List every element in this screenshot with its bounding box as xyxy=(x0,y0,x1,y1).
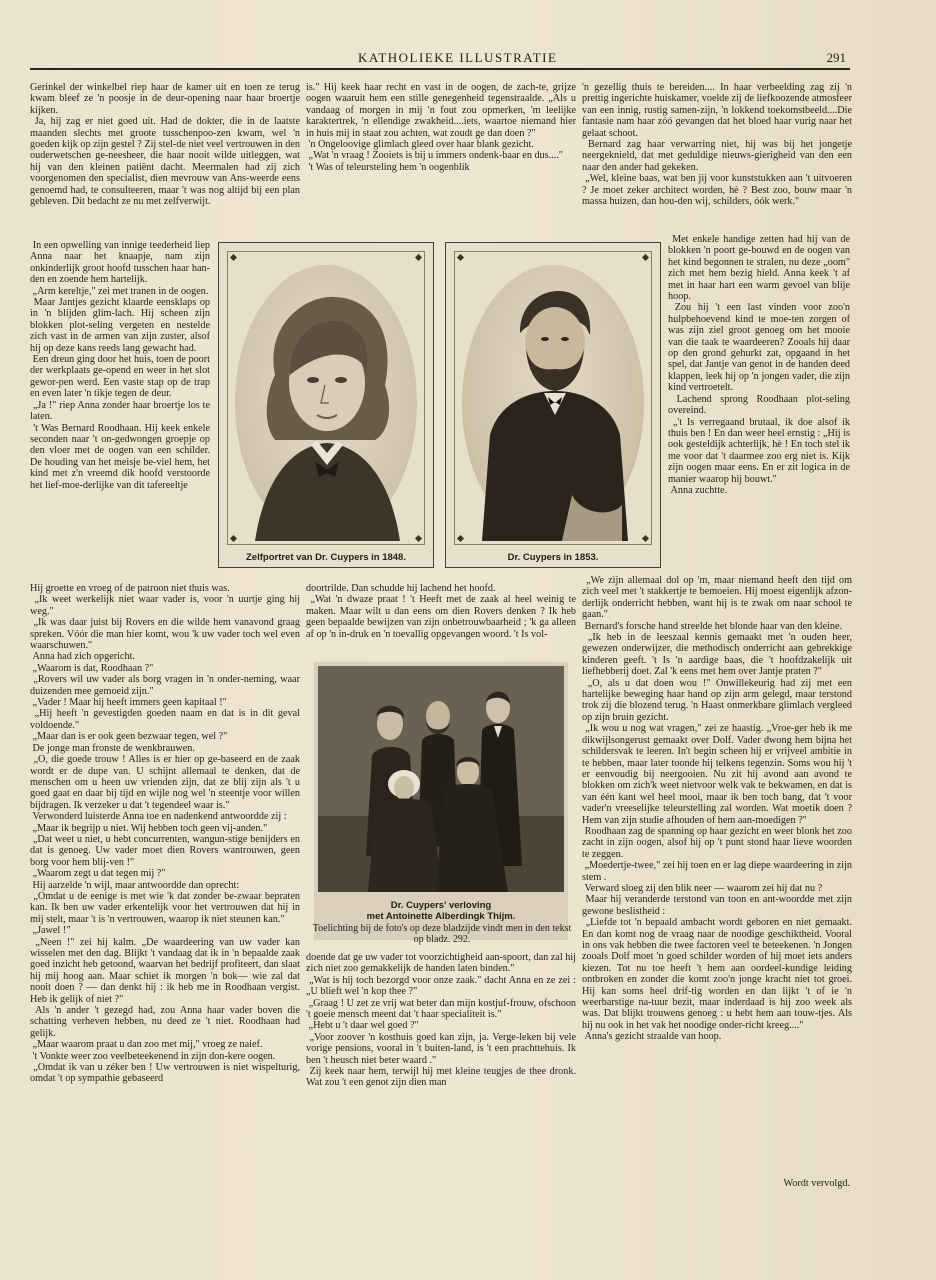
group-photo-drawing xyxy=(318,666,564,892)
portrait2-caption: Dr. Cuypers in 1853. xyxy=(507,552,599,563)
portrait2-frame xyxy=(445,242,661,568)
portrait2-image xyxy=(462,265,644,541)
col2-mid-text: doortrilde. Dan schudde hij lachend het hoofd. „Wat 'n dwaze praat ! 't Heeft met de zaak al heel weinig te maken. Maar wilt u dan eens om dien Rovers denken ? Ik heb geen bepaalde bewijzen van zijn onbetrouwbaarheid ; 'k ga alleen af op 'n in-druk en 'n toevallig opgevangen woord. 't Is vol- xyxy=(306,583,577,640)
col1-bottom-text: Hij groette en vroeg of de patroon niet thuis was. „Ik weet werkelijk niet waar vader is, voor 'n uurtje ging hij weg." „Ik was daar juist bij Rovers en die wilde hem vanavond graag spreken. Vóór die man hier komt, wou 'k uw vader toch wel even waarschuwen." Anna had zich opgericht. „Waarom is dat, Roodhaan ?" „Rovers wil uw vader als borg vragen in 'n onder-neming, waar duizenden mee gemoeid zijn." „Vader ! Maar hij heeft immers geen kapitaal !" „Hij heeft 'n gevestigden goeden naam en dat is in dit geval voldoende." „Maar dan is er ook geen bezwaar tegen, wel ?" De jonge man fronste de wenkbrauwen. „O, die goede trouw ! Alles is er hier op ge-baseerd en de zaak wordt er de dupe van. U schijnt allemaal te denken, dat de menschen om u heen uw vrienden zijn, dat ze blij zijn als 't u goed gaat en daar bij tijd en wijle nog wel 'n steentje voor willen bijdragen. Ik verzeker u dat 't tegendeel waar is." Verwonderd luisterde Anna toe en nadenkend antwoordde zij : „Maar ik begrijp u niet. Wij hebben toch geen vij-anden." „Dat weet u niet, u hebt concurrenten, wangun-stige benijders en dat is genoeg. Uw vader moet dien Rovers wantrouwen, geen borg voor hem blij-ven !" „Waarom zegt u dat tegen mij ?" Hij aarzelde 'n wijl, maar antwoordde dan oprecht: „Omdat u de eenige is met wie 'k dat zonder be-zwaar bepraten kan. Ik ben uw vader erkentelijk voor het vertrouwen dat hij in mij stelt, maar 't is 'n vertrouwen, waarop ik niet steunen kan." „Jawel !" „Neen !" zei hij kalm. „De waardeering van uw vader kan wisselen met den dag. Blijkt 't vandaag dat ik in 'n bepaalde zaak goed inzicht heb getoond, waarvan het bedrijf profiteert, dan slaat hij mij hoog aan. Maar schiet ik morgen 'n bok— wie zal dat nooit doen ? — dan denkt hij : ik heb me in Roodhaan vergist. Heb ik gelijk of niet ?" Als 'n ander 't gezegd had, zou Anna haar vader boven die schatting verheven hebben, nu deed ze 't niet. Roodhaan had gelijk. „Maar waarom praat u dan zoo met mij," vroeg ze naief. 't Vonkte weer zoo veelbeteekenend in zijn don-kere oogen. „Omdat ik van u zéker ben ! Uw vertrouwen is niet wispelturig, omdat 't op sympathie gebaseerd xyxy=(30,583,301,1085)
portrait1-frame xyxy=(218,242,434,568)
col3-mid-text: Met enkele handige zetten had hij van de blokken 'n poort ge-bouwd en de oogen van het kind begonnen te stralen, nu deze „oom" zich met hem bezig hield. Anna keek 't af met in haar hart een warm gevoel van blije hoop. Zou hij 't een last vinden voor zoo'n hulpbehoevend kind te moe-ten zorgen of was zijn ziel groot genoeg om het mooie van die taak te waardeeren? Zooals hij daar op den grond gehurkt zat, opgaand in het spel, dat Jantje van genot in de handen deed klappen, leek hij op 'n jongen vader, die zijn kind vertroetelt. Lachend sprong Roodhaan plot-seling overeind. „'t Is verregaand brutaal, ik doe alsof ik thuis ben ! En dan weer heel ernstig : „Hij is ook gesteldijk achterlijk, hè ! En toch stel ik me voor dat 't daarmee zoo erg niet is. Kijk zijn oogen maar eens. En er zit logica in de manier waarop hij bouwt." Anna zuchtte. xyxy=(668,234,851,496)
portrait1-image xyxy=(235,265,417,541)
continued-note: Wordt vervolgd. xyxy=(783,1178,850,1189)
col1-top-text: Gerinkel der winkelbel riep haar de kamer uit en toen ze terug kwam bleef ze 'n poosje in de deur-opening naar haar broertje kijken. Ja, hij zag er niet goed uit. Had de dokter, die in de laatste maanden slechts met groote tusschenpoo-zen kwam, wel 'n goeden kijk op zijn gestel ? Zij stel-de niet veel vertrouwen in den ouderwetschen ge-neesheer, die haar nooit wilde uitleggen, wat hij van den kleinen patiënt dacht. Meermalen had zij zich voorgenomen den specialist, dien mevrouw van Ans-weerde eens genoemd had, te consulteeren, maar 't was nog altijd bij een plan gebleven. Dit bedacht ze nu met zelfverwijt. xyxy=(30,82,301,208)
magazine-title: KATHOLIEKE ILLUSTRATIE xyxy=(358,50,558,65)
col3-bottom-text: „We zijn allemaal dol op 'm, maar niemand heeft den tijd om zich veel met 't stakkertje te bemoeien. Hij moest eigenlijk afzon-derlijk onderricht hebben, want hij is te zwak om naar school te gaan." Bernard's forsche hand streelde het blonde haar van den kleine. „Ik heb in de leeszaal kennis gemaakt met 'n ouden heer, gewezen onderwijzer, die methodisch onderricht aan gebrekkige kinderen geeft. 't Is 'n aardige baas, die 't hoofdzakelijk uit liefhebberij doet. Zal 'k eens met hem over Jantje praten ?" „O, als u dat doen wou !" Onwillekeurig had zij met een hartelijke beweging haar hand op zijn arm gelegd, maar terstond trok zij die blozend terug. 'n Haast onmerkbare glimlach vergleed op zijn bruin gezicht. „Ik wou u nog wat vragen," zei ze haastig. „Vroe-ger heb ik me dikwijlsongerust gemaakt over Dolf. Vader dwong hem bijna het schildersvak te leeren. In't begin scheen hij er vrijveel ambitie in te hebben, maar later toonde hij telkens tegenzin. Soms wou hij 't er eenvoudig bij neergooien. Nu zit hij avond aan avond te blokken om zich'k weet nietvoor welk vak te bekwamen, en dat is van één kant wel heel mooi, maar ik ben toch bang, dat 't voor vader'n vreeselijke teleurstelling zal worden. Wat moetik doen ? Hem van zijn studie afhouden of hem aan-moedigen ?" Roodhaan zag de spanning op haar gezicht en weer blonk het zoo zacht in zijn oogen, alsof hij op 't punt stond haar lieve woorden te zeggen. „Moedertje-twee," zei hij toen en er lag diepe waardeering in zijn stem . Verward sloeg zij den blik neer — waarom zei hij dat nu ? Maar hij veranderde terstond van toon en ant-woordde met zijn gewone beslistheid : „Liefde tot 'n bepaald ambacht wordt geboren en niet gemaakt. En dan komt nog de vraag naar de noodige geschiktheid. Vooral in ons vak hebben die twee factoren veel te beteekenen. 'n Jongen zooals Dolf moet 'n goed schilder worden of hij moet iets anders kiezen. Tot nu toe heeft 't hem aan oordeel-kundige leiding ontbroken en zonder die komt zoo'n jonge kracht niet tot groei. Hij kan soms heel drif-tig worden en dan lijkt 't of ie 'n weerbarstige na-tuur bezit, maar inderdaad is hij zoo week als was. Dat blijkt trouwens genoeg : u hebt hem aan touw-tjes. Als hij nu ook in het vak het noodige onder-richt kreeg...." Anna's gezicht straalde van hoop. xyxy=(582,575,853,1043)
group-photo-mount xyxy=(314,662,568,940)
group-photo-image xyxy=(318,666,564,892)
portrait1-drawing xyxy=(235,265,417,541)
page-header xyxy=(30,46,850,70)
portrait1-caption: Zelfportret van Dr. Cuypers in 1848. xyxy=(246,552,406,563)
col2-bottom-text: doende dat ge uw vader tot voorzichtigheid aan-spoort, dan zal hij zich niet zoo gemakkelijk de handen laten binden." „Wat is hij toch bezorgd voor onze zaak." dacht Anna en ze zei : „U blieft wel 'n kop thee ?" „Graag ! U zet ze vrij wat beter dan mijn kostjuf-frouw, ofschoon 't goeie mensch meent dat 't haar specialiteit is." „Hebt u 't daar wel goed ?" „Voor zoover 'n kosthuis goed kan zijn, ja. Verge-leken bij vele vorige pensions, vooral in 't buiten-land, is 't een prachttehuis. Ik ben 't heusch niet beter waard ." Zij keek naar hem, terwijl hij met kleine teugjes de thee dronk. Wat zou 't een genot zijn dien man xyxy=(306,952,577,1089)
page-number: 291 xyxy=(826,50,846,65)
col1-mid-text: In een opwelling van innige teederheid liep Anna naar het knaapje, nam zijn onkinderlijk groot hoofd tusschen haar han-den en zoende hem hartelijk. „Arm kereltje," zei met tranen in de oogen. Maar Jantjes gezicht klaarde eensklaps op in 'n blijden glim-lach. Hij scheen zijn blokken plot-seling vergeten en nestelde zich vast in de armen van zijn zuster, alsof hij op deze kans reeds lang gewacht had. Een dreun ging door het huis, toen de poort der werkplaats ge-opend en weer in het slot gewor-pen werd. Een vaste stap op de trap en even later 'n tikje tegen de deur. „Ja !" riep Anna zonder haar broertje los te laten. 't Was Bernard Roodhaan. Hij keek enkele seconden naar 't on-gedwongen groepje op den vloer met de oogen van een schilder. De houding van het meisje be-viel hem, het kind met z'n vreemd dik hoofd verstoorde het lief-moe-derlijke van dit tafereeltje xyxy=(30,240,211,491)
col3-top-text: 'n gezellig thuis te bereiden.... In haar verbeelding zag zij 'n prettig ingerichte huiskamer, voelde zij de liefkoozende atmosfeer van een innig, rustig samen-zijn, 'n lokkend toekomstbeeld....Die fantasie nam haar zóó gevangen dat het bloed haar vurig naar het gelaat schoot. Bernard zag haar verwarring niet, hij was bij het jongetje neergeknield, dat met geduldige nieuws-gierigheid van den een naar den ander had gekeken. „Wel, kleine baas, wat ben jij voor kunststukken aan 't uitvoeren ? Je moet zeker architect worden, hè ? Best zoo, bouw maar 'n massa huizen, dan hou-den wij, schilders, óók werk." xyxy=(582,82,853,208)
group-photo-note: Toelichting bij de foto's op deze bladzijde vindt men in den tekst op bladz. 292. xyxy=(312,923,572,945)
group-caption-line2: met Antoinette Alberdingk Thijm. xyxy=(366,911,516,922)
group-caption-line1: Dr. Cuypers' verloving xyxy=(390,900,492,911)
portrait2-drawing xyxy=(462,265,644,541)
col2-top-text: is." Hij keek haar recht en vast in de oogen, de zach-te, grijze oogen waaruit hem een stille genegenheid tegenstraalde. „Als u vandaag of morgen in mij 'n fout zou opmerken, 'm leelijke karaktertrek, 'n ellendige zwakheid....iets, waartoe niemand hier in huis mij in staat zou achten, wat zoudt ge dan doen ?" 'n Ongeloovige glimlach gleed over haar blank gezicht. „Wat 'n vraag ! Zooiets is bij u immers ondenk-baar en dus...." 't Was of teleursteling hem 'n oogenblik xyxy=(306,82,576,173)
